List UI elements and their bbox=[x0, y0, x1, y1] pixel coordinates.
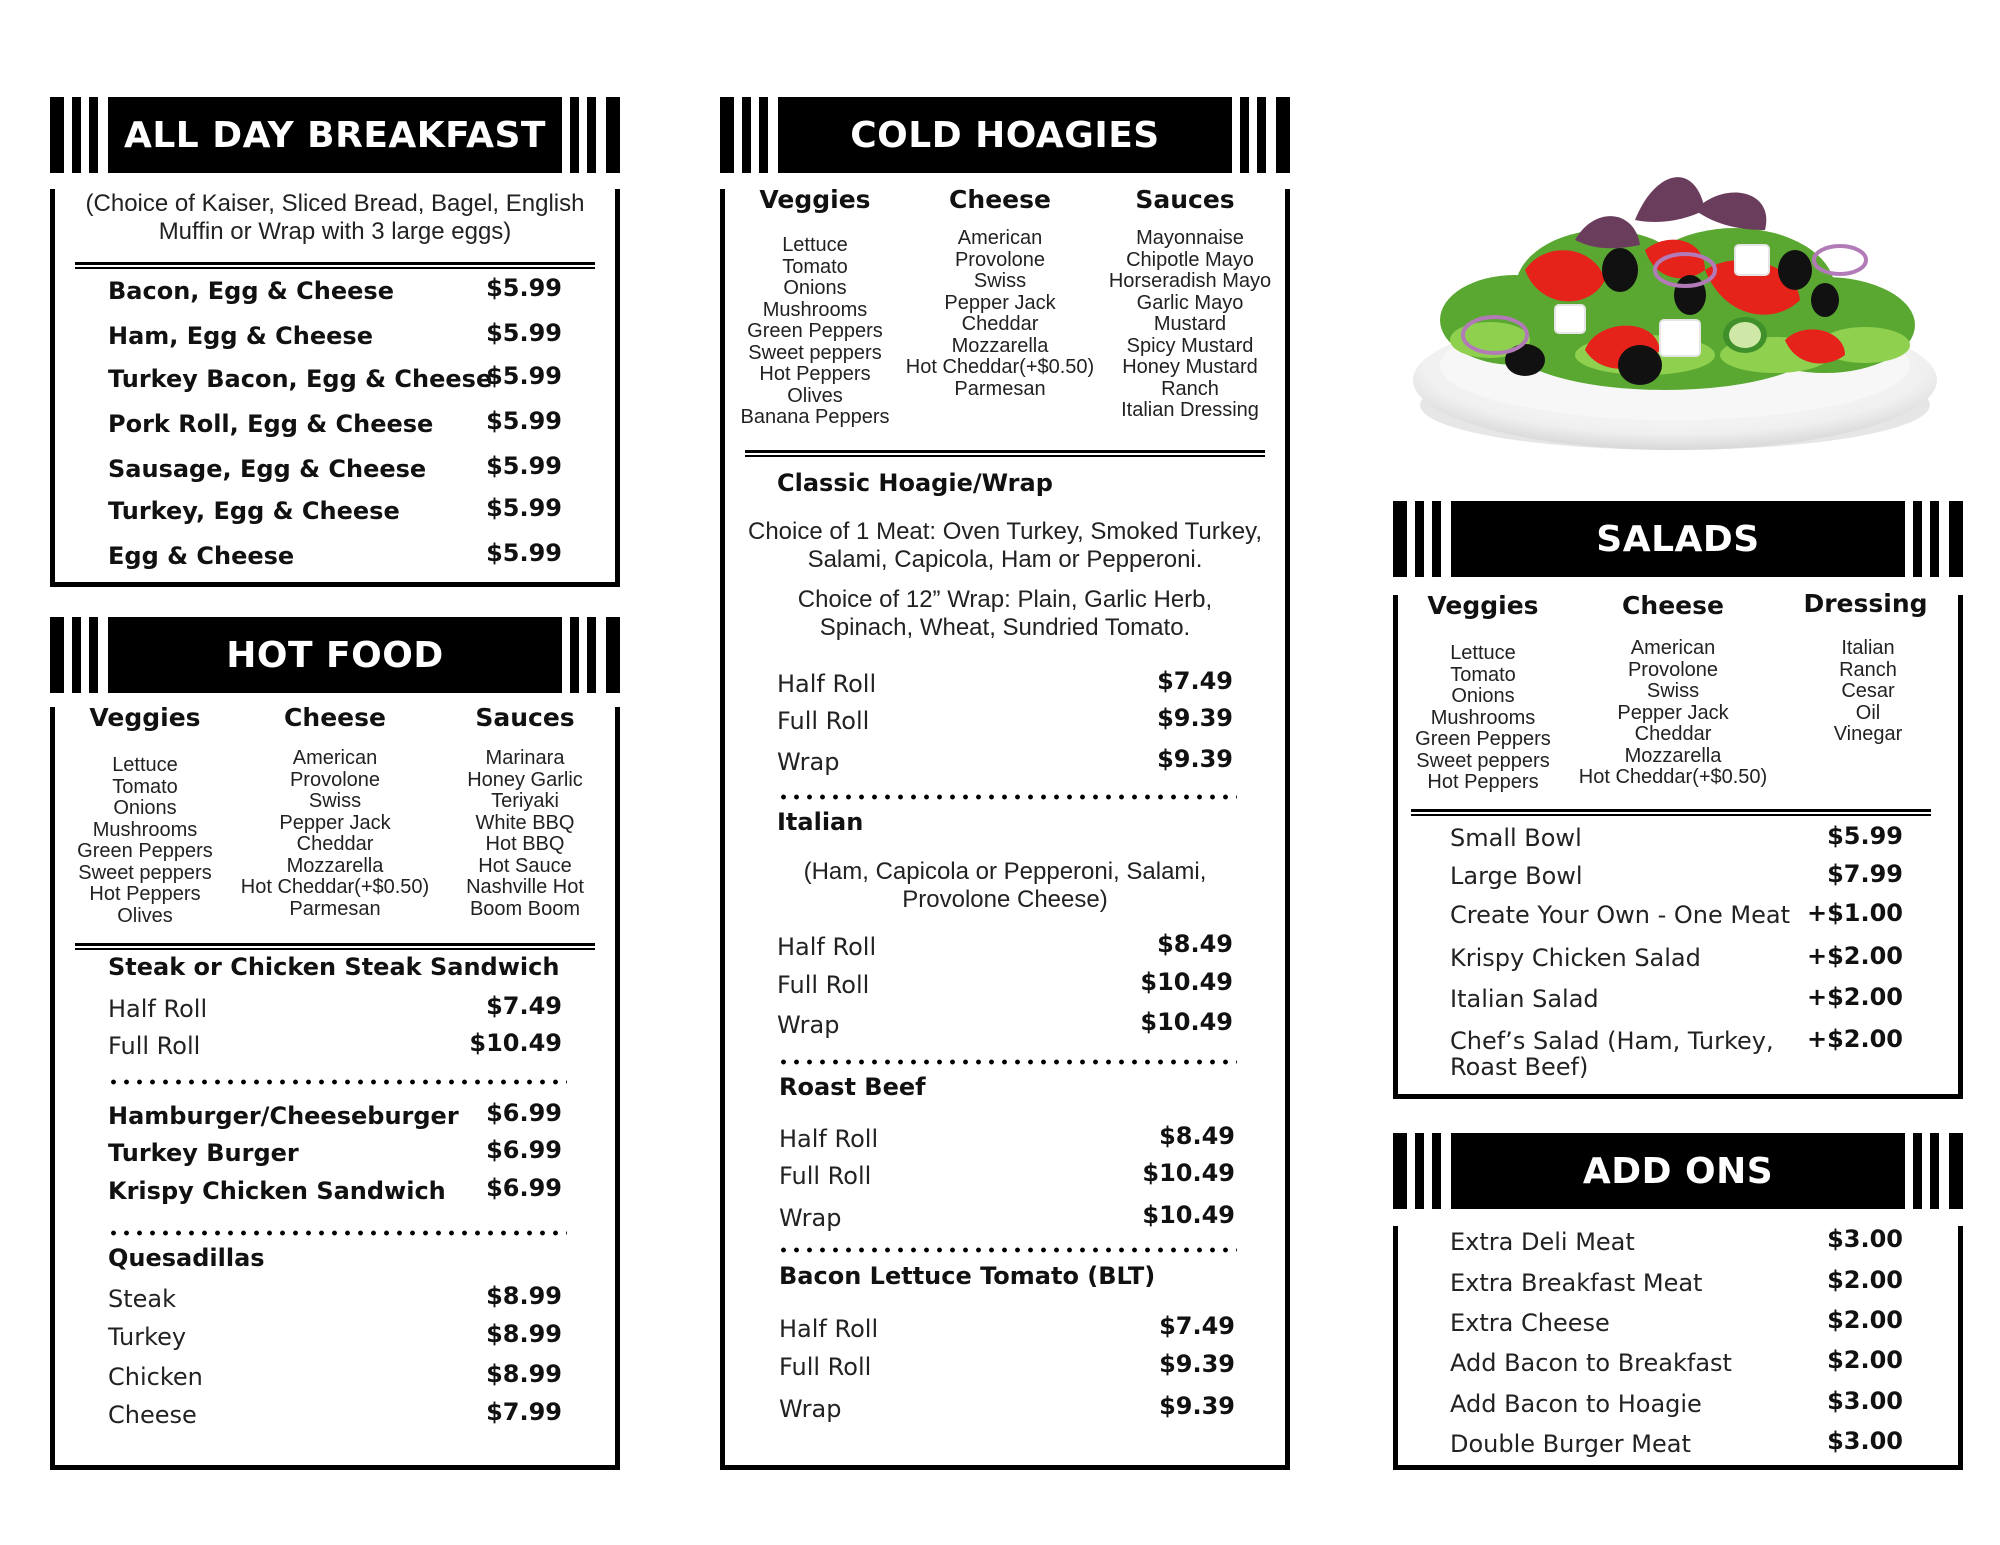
steak-title: Steak or Chicken Steak Sandwich bbox=[108, 953, 560, 981]
option-item: Cheddar bbox=[296, 833, 374, 855]
option-item: Swiss bbox=[1646, 680, 1700, 702]
item-price: $10.49 bbox=[1140, 968, 1233, 996]
item-price: $8.49 bbox=[1157, 930, 1233, 958]
option-item: Mayonnaise bbox=[1136, 227, 1244, 249]
classic-title: Classic Hoagie/Wrap bbox=[777, 469, 1053, 497]
item-price: $5.99 bbox=[486, 539, 562, 567]
salad-veggies-list bbox=[1398, 643, 1568, 794]
item-name: Full Roll bbox=[108, 1032, 201, 1060]
item-name: Krispy Chicken Salad bbox=[1450, 944, 1701, 972]
dotted-divider bbox=[777, 1247, 1237, 1253]
hot-veggies-list bbox=[55, 755, 235, 927]
item-price: $6.99 bbox=[486, 1174, 562, 1202]
option-item: American bbox=[1630, 637, 1716, 659]
breakfast-title: ALL DAY BREAKFAST bbox=[108, 97, 562, 173]
salad-veggies-heading: Veggies bbox=[1427, 591, 1539, 620]
option-item: Hot Cheddar(+$0.50) bbox=[1578, 766, 1768, 788]
option-item: Mustard bbox=[1153, 313, 1227, 335]
option-item: Cesar bbox=[1841, 680, 1895, 702]
option-item: Banana Peppers bbox=[740, 406, 890, 428]
breakfast-header bbox=[50, 97, 620, 173]
item-name: Krispy Chicken Sandwich bbox=[108, 1177, 446, 1205]
item-name: Turkey bbox=[108, 1323, 187, 1351]
salad-dressing-heading: Dressing bbox=[1803, 589, 1928, 618]
option-item: Sweet peppers bbox=[78, 861, 212, 884]
item-price: $9.39 bbox=[1159, 1392, 1235, 1420]
item-name: Extra Cheese bbox=[1450, 1309, 1610, 1337]
item-price: $2.00 bbox=[1827, 1306, 1903, 1334]
hot-cheese-list bbox=[225, 748, 445, 920]
salads-title: SALADS bbox=[1451, 501, 1905, 577]
option-item: Mozzarella bbox=[286, 854, 384, 877]
item-price: $2.00 bbox=[1827, 1266, 1903, 1294]
item-name: Full Roll bbox=[779, 1162, 872, 1190]
item-price: $10.49 bbox=[469, 1029, 562, 1057]
dotted-divider bbox=[777, 1059, 1237, 1065]
option-item: American bbox=[957, 227, 1043, 249]
item-name: Full Roll bbox=[777, 707, 870, 735]
option-item: Garlic Mayo bbox=[1136, 291, 1244, 314]
item-price: $5.99 bbox=[486, 494, 562, 522]
option-item: Green Peppers bbox=[77, 840, 213, 862]
item-price: $10.49 bbox=[1142, 1201, 1235, 1229]
add-ons-title: ADD ONS bbox=[1451, 1133, 1905, 1209]
item-name: Chicken bbox=[108, 1363, 203, 1391]
salad-dressing-list bbox=[1793, 638, 1943, 746]
hot-veggies-heading: Veggies bbox=[89, 703, 201, 732]
option-item: Sweet peppers bbox=[1416, 749, 1550, 772]
item-name: Wrap bbox=[777, 1011, 840, 1039]
option-item: American bbox=[292, 747, 378, 769]
salad-cheese-heading: Cheese bbox=[1622, 591, 1724, 620]
item-name: Add Bacon to Breakfast bbox=[1450, 1349, 1732, 1377]
item-price: $9.39 bbox=[1157, 745, 1233, 773]
item-name: Half Roll bbox=[779, 1125, 879, 1153]
option-item: Italian Dressing bbox=[1121, 399, 1259, 421]
option-item: Pepper Jack bbox=[279, 811, 391, 834]
divider bbox=[75, 943, 595, 950]
item-name: Double Burger Meat bbox=[1450, 1430, 1691, 1458]
item-price: $5.99 bbox=[486, 362, 562, 390]
item-price: +$2.00 bbox=[1806, 1025, 1903, 1053]
item-name: Italian Salad bbox=[1450, 985, 1599, 1013]
option-item: Lettuce bbox=[782, 234, 848, 256]
item-name: Create Your Own - One Meat bbox=[1450, 901, 1790, 929]
salads-panel bbox=[1393, 501, 1963, 1099]
item-price: $7.99 bbox=[486, 1398, 562, 1426]
item-name: Large Bowl bbox=[1450, 862, 1583, 890]
roast-beef-title: Roast Beef bbox=[779, 1073, 926, 1101]
item-name: Turkey Burger bbox=[108, 1139, 299, 1167]
item-name: Ham, Egg & Cheese bbox=[108, 322, 373, 350]
divider bbox=[745, 450, 1265, 457]
item-name: Bacon, Egg & Cheese bbox=[108, 277, 394, 305]
cold-hoagies-panel bbox=[720, 97, 1290, 1470]
option-item: Italian bbox=[1841, 637, 1895, 659]
option-item: Pepper Jack bbox=[1617, 701, 1729, 724]
option-item: Honey Garlic bbox=[467, 768, 583, 791]
item-price: $3.00 bbox=[1827, 1427, 1903, 1455]
item-name: Hamburger/Cheeseburger bbox=[108, 1102, 459, 1130]
cold-sauces-heading: Sauces bbox=[1135, 185, 1235, 214]
hot-sauces-list bbox=[435, 748, 615, 920]
item-price: $9.39 bbox=[1157, 704, 1233, 732]
italian-title: Italian bbox=[777, 808, 864, 836]
option-item: Lettuce bbox=[1450, 642, 1516, 664]
item-name: Add Bacon to Hoagie bbox=[1450, 1390, 1702, 1418]
item-name: Egg & Cheese bbox=[108, 542, 295, 570]
item-name: Full Roll bbox=[777, 971, 870, 999]
hot-food-header bbox=[50, 617, 620, 693]
breakfast-note: (Choice of Kaiser, Sliced Bread, Bagel, English Muffin or Wrap with 3 large eggs) bbox=[85, 190, 585, 245]
option-item: Tomato bbox=[1450, 663, 1516, 686]
option-item: Mozzarella bbox=[1624, 744, 1722, 767]
divider bbox=[75, 262, 595, 269]
item-price: $8.99 bbox=[486, 1320, 562, 1348]
option-item: Provolone bbox=[289, 768, 381, 791]
option-item: Mushrooms bbox=[92, 818, 198, 841]
item-price: $6.99 bbox=[486, 1099, 562, 1127]
item-price: +$2.00 bbox=[1806, 942, 1903, 970]
quesadillas-title: Quesadillas bbox=[108, 1244, 265, 1272]
hot-food-panel bbox=[50, 617, 620, 1470]
item-price: $10.49 bbox=[1142, 1159, 1235, 1187]
hot-sauces-heading: Sauces bbox=[475, 703, 575, 732]
option-item: Tomato bbox=[112, 775, 178, 798]
item-price: $9.39 bbox=[1159, 1350, 1235, 1378]
item-name: Full Roll bbox=[779, 1353, 872, 1381]
option-item: Parmesan bbox=[289, 897, 381, 920]
option-item: Lettuce bbox=[112, 754, 178, 776]
item-name: Half Roll bbox=[779, 1315, 879, 1343]
option-item: Spicy Mustard bbox=[1126, 334, 1254, 357]
item-price: $3.00 bbox=[1827, 1387, 1903, 1415]
option-item: Swiss bbox=[973, 270, 1027, 292]
option-item: White BBQ bbox=[475, 811, 575, 834]
option-item: Chipotle Mayo bbox=[1126, 248, 1254, 271]
item-name: Small Bowl bbox=[1450, 824, 1582, 852]
item-price: $10.49 bbox=[1140, 1008, 1233, 1036]
option-item: Swiss bbox=[308, 790, 362, 812]
salad-cheese-list bbox=[1563, 638, 1783, 789]
dotted-divider bbox=[777, 794, 1237, 800]
option-item: Vinegar bbox=[1833, 723, 1903, 745]
option-item: Boom Boom bbox=[469, 897, 581, 920]
cold-cheese-list bbox=[890, 228, 1110, 400]
item-price: $3.00 bbox=[1827, 1225, 1903, 1253]
item-name: Pork Roll, Egg & Cheese bbox=[108, 410, 434, 438]
item-name: Wrap bbox=[779, 1395, 842, 1423]
item-price: $5.99 bbox=[486, 274, 562, 302]
item-name: Turkey Bacon, Egg & Cheese bbox=[108, 365, 493, 393]
item-name: Half Roll bbox=[777, 670, 877, 698]
option-item: Hot Peppers bbox=[1427, 771, 1539, 793]
item-name: Sausage, Egg & Cheese bbox=[108, 455, 427, 483]
item-price: $2.00 bbox=[1827, 1346, 1903, 1374]
option-item: Olives bbox=[787, 384, 843, 407]
option-item: Green Peppers bbox=[1415, 728, 1551, 750]
item-name: Extra Breakfast Meat bbox=[1450, 1269, 1703, 1297]
breakfast-panel bbox=[50, 97, 620, 587]
item-price: $8.99 bbox=[486, 1282, 562, 1310]
option-item: Cheddar bbox=[1634, 723, 1712, 745]
item-price: $6.99 bbox=[486, 1136, 562, 1164]
option-item: Mushrooms bbox=[1430, 706, 1536, 729]
item-price: $5.99 bbox=[486, 407, 562, 435]
option-item: Green Peppers bbox=[747, 320, 883, 342]
option-item: Nashville Hot bbox=[466, 876, 584, 898]
item-name: Extra Deli Meat bbox=[1450, 1228, 1635, 1256]
option-item: Tomato bbox=[782, 255, 848, 278]
dotted-divider bbox=[107, 1079, 567, 1085]
option-item: Cheddar bbox=[961, 313, 1039, 335]
option-item: Sweet peppers bbox=[748, 341, 882, 364]
cold-sauces-list bbox=[1095, 228, 1285, 422]
option-item: Hot Sauce bbox=[478, 854, 572, 877]
item-price: $5.99 bbox=[1827, 822, 1903, 850]
option-item: Marinara bbox=[485, 747, 565, 769]
blt-title: Bacon Lettuce Tomato (BLT) bbox=[779, 1262, 1156, 1290]
hot-cheese-heading: Cheese bbox=[284, 703, 386, 732]
item-price: $7.49 bbox=[1157, 667, 1233, 695]
option-item: Teriyaki bbox=[491, 790, 559, 812]
option-item: Hot Peppers bbox=[759, 363, 871, 385]
option-item: Onions bbox=[1451, 685, 1515, 707]
option-item: Hot Cheddar(+$0.50) bbox=[240, 876, 430, 898]
option-item: Parmesan bbox=[954, 377, 1046, 400]
option-item: Hot Cheddar(+$0.50) bbox=[905, 356, 1095, 378]
option-item: Pepper Jack bbox=[944, 291, 1056, 314]
item-name: Half Roll bbox=[777, 933, 877, 961]
item-price: $5.99 bbox=[486, 319, 562, 347]
add-ons-panel bbox=[1393, 1133, 1963, 1470]
cold-veggies-heading: Veggies bbox=[759, 185, 871, 214]
option-item: Hot BBQ bbox=[485, 833, 565, 855]
salad-photo bbox=[1405, 150, 1945, 460]
option-item: Onions bbox=[113, 797, 177, 819]
divider bbox=[1411, 809, 1931, 816]
item-name: Half Roll bbox=[108, 995, 208, 1023]
option-item: Provolone bbox=[954, 248, 1046, 271]
option-item: Onions bbox=[783, 277, 847, 299]
cold-hoagies-header bbox=[720, 97, 1290, 173]
item-price: $8.49 bbox=[1159, 1122, 1235, 1150]
option-item: Hot Peppers bbox=[89, 883, 201, 905]
item-price: $7.49 bbox=[1159, 1312, 1235, 1340]
classic-wrap-note: Choice of 12” Wrap: Plain, Garlic Herb, Spinach, Wheat, Sundried Tomato. bbox=[797, 586, 1213, 641]
cold-veggies-list bbox=[720, 235, 910, 429]
item-name: Turkey, Egg & Cheese bbox=[108, 497, 400, 525]
option-item: Honey Mustard bbox=[1122, 356, 1258, 378]
cold-cheese-heading: Cheese bbox=[949, 185, 1051, 214]
cold-hoagies-title: COLD HOAGIES bbox=[778, 97, 1232, 173]
item-name: Wrap bbox=[777, 748, 840, 776]
item-name: Wrap bbox=[779, 1204, 842, 1232]
item-price: +$1.00 bbox=[1806, 899, 1903, 927]
item-price: $7.99 bbox=[1827, 860, 1903, 888]
hot-food-title: HOT FOOD bbox=[108, 617, 562, 693]
option-item: Oil bbox=[1855, 701, 1881, 724]
option-item: Ranch bbox=[1161, 377, 1219, 400]
dotted-divider bbox=[107, 1230, 567, 1236]
item-price: $8.99 bbox=[486, 1360, 562, 1388]
italian-note: (Ham, Capicola or Pepperoni, Salami, Provolone Cheese) bbox=[803, 858, 1207, 913]
item-price: $7.49 bbox=[486, 992, 562, 1020]
option-item: Ranch bbox=[1839, 658, 1897, 681]
item-price: $5.99 bbox=[486, 452, 562, 480]
classic-meat-note: Choice of 1 Meat: Oven Turkey, Smoked Turkey, Salami, Capicola, Ham or Pepperoni. bbox=[748, 518, 1262, 573]
option-item: Olives bbox=[117, 904, 173, 927]
item-name: Steak bbox=[108, 1285, 177, 1313]
item-name: Cheese bbox=[108, 1401, 197, 1429]
item-price: +$2.00 bbox=[1806, 983, 1903, 1011]
add-ons-header bbox=[1393, 1133, 1963, 1209]
option-item: Provolone bbox=[1627, 658, 1719, 681]
item-name: Chef’s Salad (Ham, Turkey, Roast Beef) bbox=[1450, 1027, 1774, 1081]
option-item: Horseradish Mayo bbox=[1108, 270, 1272, 292]
salads-header bbox=[1393, 501, 1963, 577]
option-item: Mushrooms bbox=[762, 298, 868, 321]
option-item: Mozzarella bbox=[951, 334, 1049, 357]
